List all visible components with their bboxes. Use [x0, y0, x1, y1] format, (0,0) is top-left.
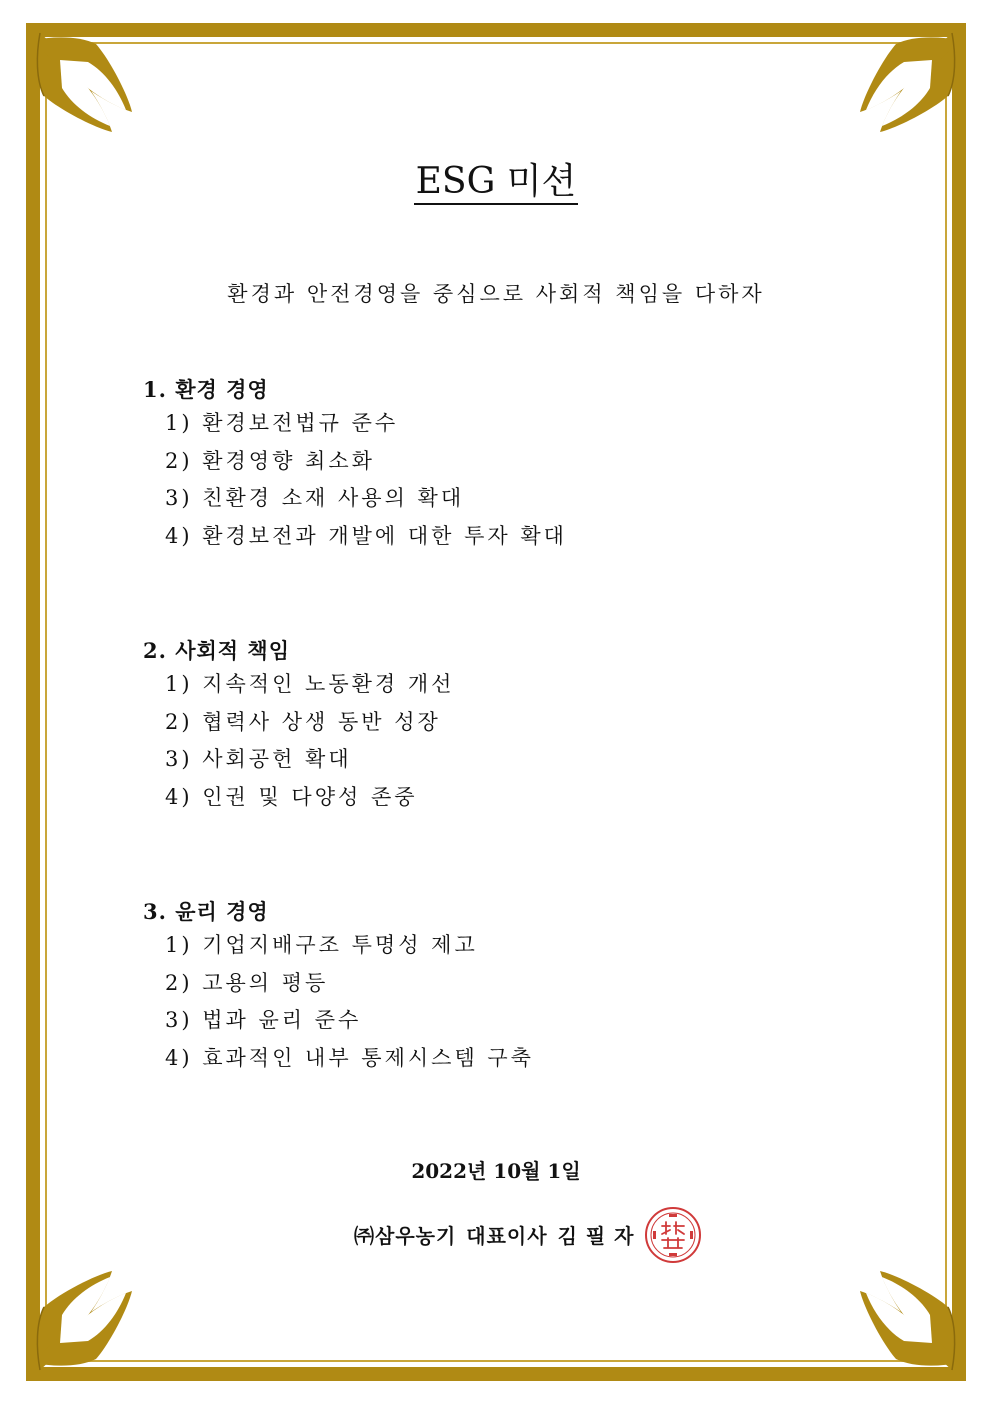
list-item: 3) 친환경 소재 사용의 확대	[165, 486, 465, 510]
list-item: 4) 인권 및 다양성 존중	[165, 784, 418, 809]
section-items	[143, 666, 843, 816]
list-item: 4) 환경보전과 개발에 대한 투자 확대	[165, 523, 567, 548]
section-ethics	[143, 897, 843, 1077]
list-item: 1) 환경보전법규 준수	[165, 411, 399, 435]
document-title-text: ESG 미션	[414, 161, 579, 205]
list-item: 3) 법과 윤리 준수	[165, 1008, 362, 1032]
signer-position: 대표이사	[466, 1224, 548, 1248]
slogan: 환경과 안전경영을 중심으로 사회적 책임을 다하자	[227, 282, 765, 306]
company-name: ㈜삼우농기	[354, 1224, 457, 1248]
list-item: 4) 효과적인 내부 통제시스템 구축	[165, 1045, 534, 1070]
list-item: 2) 환경영향 최소화	[165, 448, 375, 473]
section-environment	[143, 375, 843, 555]
list-item: 1) 지속적인 노동환경 개선	[165, 672, 455, 696]
list-item: 3) 사회공헌 확대	[165, 747, 352, 771]
section-heading: 1. 환경 경영	[143, 377, 269, 402]
list-item: 2) 고용의 평등	[165, 970, 329, 995]
list-item: 2) 협력사 상생 동반 성장	[165, 709, 441, 734]
section-items	[143, 927, 843, 1077]
list-item: 1) 기업지배구조 투명성 제고	[165, 933, 478, 957]
section-items	[143, 405, 843, 555]
signature-line	[354, 1220, 634, 1252]
signer-name: 김 필 자	[557, 1224, 635, 1248]
section-heading: 2. 사회적 책임	[143, 638, 290, 663]
document-title	[0, 158, 992, 206]
company-seal-icon	[644, 1206, 702, 1264]
document-date: 2022년 10월 1일	[411, 1159, 581, 1183]
section-heading: 3. 윤리 경영	[143, 899, 269, 924]
section-social	[143, 636, 843, 816]
